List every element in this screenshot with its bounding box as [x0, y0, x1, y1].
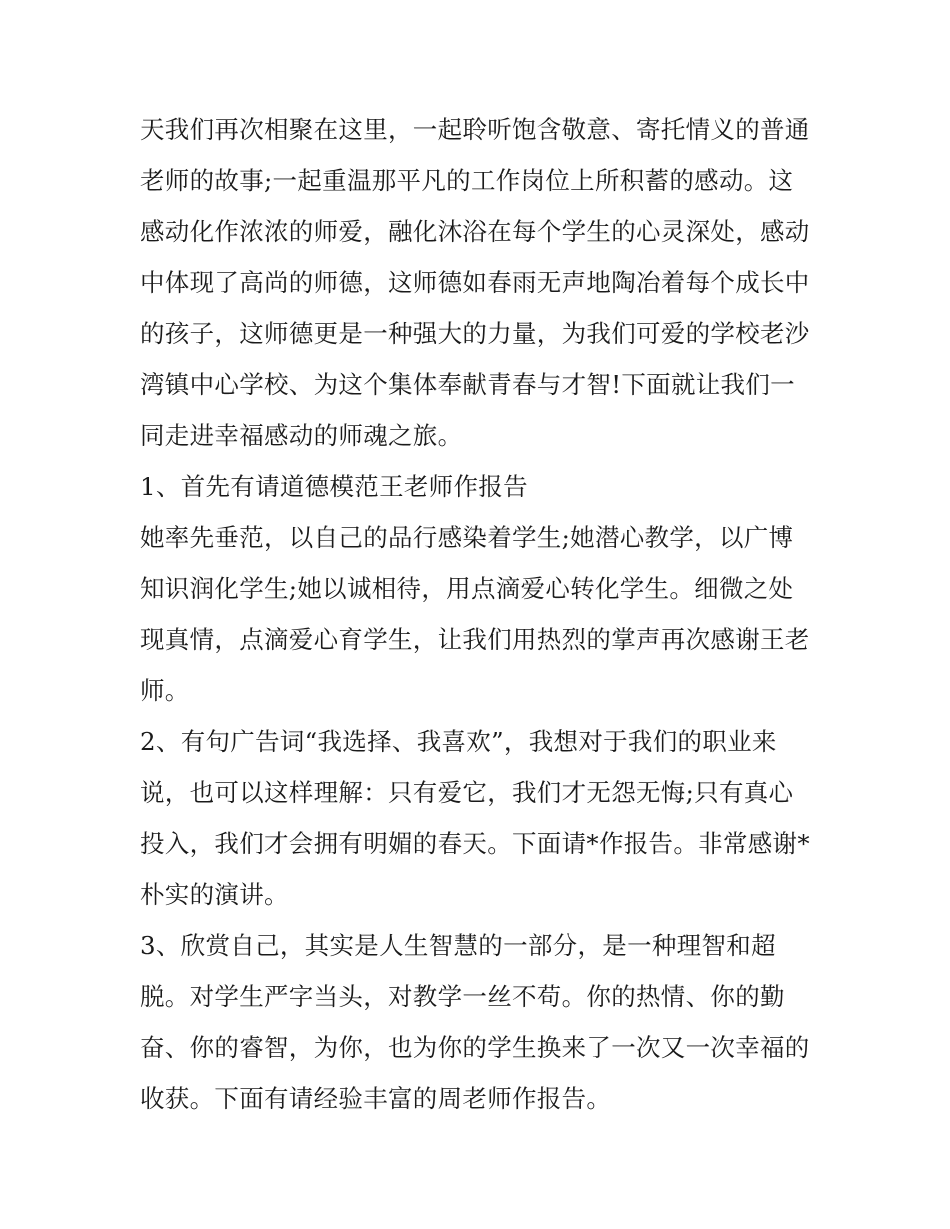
numbered-paragraph-3: 3、欣赏自己，其实是人生智慧的一部分，是一种理智和超: [140, 931, 776, 960]
text-line: 的孩子，这师德更是一种强大的力量，为我们可爱的学校老沙: [140, 319, 810, 348]
text-line: 知识润化学生;她以诚相待，用点滴爱心转化学生。细微之处: [140, 574, 794, 603]
text-line: 现真情，点滴爱心育学生，让我们用热烈的掌声再次感谢王老: [140, 625, 810, 654]
text-line: 她率先垂范，以自己的品行感染着学生;她潜心教学，以广博: [140, 523, 794, 552]
section-heading-1: 1、首先有请道德模范王老师作报告: [140, 472, 528, 501]
text-line: 同走进幸福感动的师魂之旅。: [140, 421, 463, 450]
numbered-paragraph-2: 2、有句广告词“我选择、我喜欢”，我想对于我们的职业来: [140, 727, 777, 756]
text-line: 收获。下面有请经验丰富的周老师作报告。: [140, 1084, 612, 1113]
text-line: 说，也可以这样理解：只有爱它，我们才无怨无悔;只有真心: [140, 778, 794, 807]
body-text: [140, 104, 820, 1124]
text-line: 中体现了高尚的师德，这师德如春雨无声地陶冶着每个成长中: [140, 268, 810, 297]
text-line: 投入，我们才会拥有明媚的春天。下面请*作报告。非常感谢*: [140, 829, 810, 858]
text-line: 湾镇中心学校、为这个集体奉献青春与才智!下面就让我们一: [140, 370, 795, 399]
text-line: 朴实的演讲。: [140, 880, 289, 909]
text-line: 感动化作浓浓的师爱，融化沐浴在每个学生的心灵深处，感动: [140, 217, 810, 246]
text-line: 奋、你的睿智，为你，也为你的学生换来了一次又一次幸福的: [140, 1033, 810, 1062]
text-line: 天我们再次相聚在这里，一起聆听饱含敬意、寄托情义的普通: [140, 115, 810, 144]
text-line: 师。: [140, 676, 190, 705]
text-line: 老师的故事;一起重温那平凡的工作岗位上所积蓄的感动。这: [140, 166, 794, 195]
text-line: 脱。对学生严字当头，对教学一丝不苟。你的热情、你的勤: [140, 982, 785, 1011]
